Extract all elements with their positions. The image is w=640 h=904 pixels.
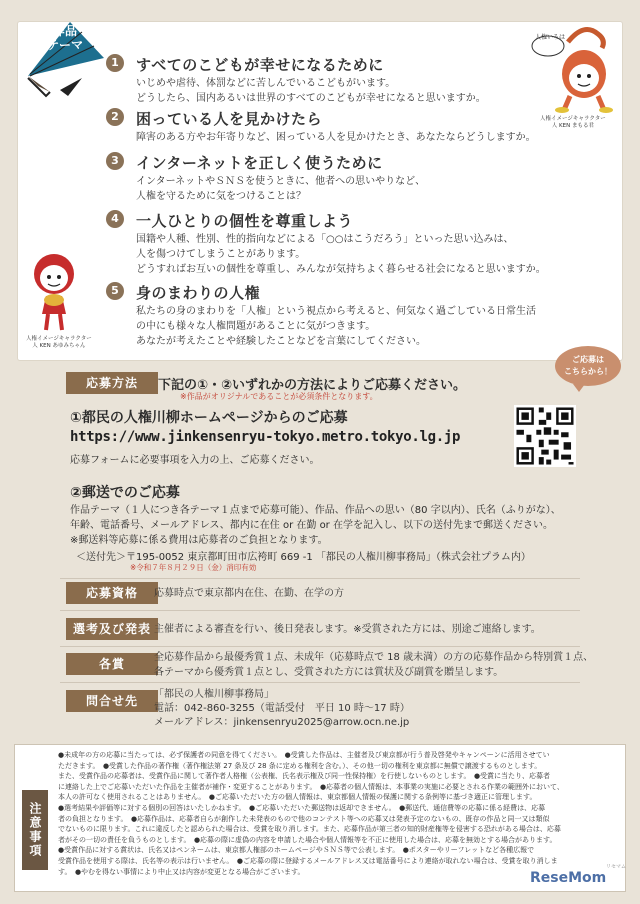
themes-tag-label xyxy=(42,24,88,52)
theme-5-body xyxy=(136,304,576,349)
mascot-left-caption xyxy=(26,336,92,350)
notes-line: また、受賞作品の応募者は、受賞作品に関して著作者人格権（公表権、氏名表示権及び同一性保持権）を行使しないものとします。 ●受賞に当たり、応募者 xyxy=(58,772,551,781)
divider xyxy=(60,578,580,579)
mascot-right-caption-line2: 人 KEN まもる君 xyxy=(551,123,594,129)
notes-line: 本人の許可なく使用されることはありません。 ●ご応募いただいた方の個人情報は、東京都個人情報の保護に関する条例等に基づき適正に管理します。 xyxy=(58,793,537,802)
apply-method-label: 応募方法 xyxy=(66,372,158,394)
theme-1-number: 1 xyxy=(106,54,124,72)
theme-3-line: 人権を守るために気をつけることは？ xyxy=(136,191,306,202)
mail-deadline: ※令和７年８月２９日（金）消印有効 xyxy=(130,563,257,572)
resemom-logo: ReseMom xyxy=(530,870,607,886)
contact-email[interactable]: メールアドレス：jinkensenryu2025@arrow.ocn.ne.jp xyxy=(154,717,410,728)
prizes-text xyxy=(154,650,593,680)
theme-4-line: 国籍や人種、性別、性的指向などによる「○○はこうだろう」といった思い込みは、 xyxy=(136,234,514,245)
mascot-right-caption xyxy=(540,116,606,130)
notes-line: ●受賞作品に対する賞状は、氏名又はペンネームは、東京都人権部のホームページやＳＮＳ等で公表します。 ●ポスターやリーフレットなど各種広報で xyxy=(58,846,535,855)
apply-heading: 下記の①・②いずれかの方法によりご応募ください。 xyxy=(158,378,467,393)
themes-tag-line1: 作品 xyxy=(52,24,77,38)
theme-1-body xyxy=(136,76,576,106)
method1-url-link[interactable]: https://www.jinkensenryu-tokyo.metro.tokyo.lg.jp xyxy=(70,429,461,445)
contact-phone[interactable]: 電話：042-860-3255（電話受付 平日 10 時～17 時） xyxy=(154,703,410,714)
eligibility-label: 応募資格 xyxy=(66,582,158,604)
theme-3-body xyxy=(136,174,576,204)
divider xyxy=(60,610,580,611)
theme-3-title: インターネットを正しく使うために xyxy=(136,154,383,172)
theme-5-title: 身のまわりの人権 xyxy=(136,284,261,302)
notes-label: 注意事項 xyxy=(22,790,48,870)
divider xyxy=(60,682,580,683)
theme-1-title: すべてのこどもが幸せになるために xyxy=(136,56,384,74)
contact-label: 問合せ先 xyxy=(66,690,158,712)
mascot-right-caption-line1: 人権イメージキャラクター xyxy=(540,116,606,122)
notes-line: ●選考結果や評価等に対する個別の回答はいたしかねます。 ●ご応募いただいた郵送物は返却できません。 ●郵送代、通信費等の応募に係る経費は、応募 xyxy=(58,803,546,812)
theme-3-number: 3 xyxy=(106,152,124,170)
selection-text: 主催者による審査を行い、後日発表します。※受賞された方には、別途ご連絡します。 xyxy=(154,624,541,635)
method2-title: ②郵送でのご応募 xyxy=(70,485,180,501)
theme-4-body xyxy=(136,232,576,277)
prizes-label: 各賞 xyxy=(66,653,158,675)
notes-line: ●未成年の方の応募に当たっては、必ず保護者の同意を得てください。 ●受賞した作品は、主催者及び東京都が行う普及啓発やキャンペーンに活用させてい xyxy=(58,751,550,759)
contact-office: 「都民の人権川柳事務局」 xyxy=(154,689,274,700)
eligibility-text: 応募時点で東京都内在住、在勤、在学の方 xyxy=(154,588,344,599)
resemom-logo-sub: リセマム xyxy=(606,864,626,870)
theme-4-line: どうすればお互いの個性を尊重し、みんなが気持ちよく暮らせる社会になると思いますか。 xyxy=(136,264,546,275)
theme-2-title: 困っている人を見かけたら xyxy=(136,110,323,128)
theme-4-title: 一人ひとりの個性を尊重しよう xyxy=(136,212,354,230)
contact-text xyxy=(154,688,410,730)
notes-line: 者がその一切の責任を負うものとします。 ●応募の際に虚偽の内容を申請した場合や個人情報等を不正に使用した場合は、応募を無効とする場合があります。 xyxy=(58,835,557,844)
mail-address: ＜送付先＞〒195-0052 東京都町田市広袴町 669 -1 「都民の人権川柳事務局」（株式会社プラム内） xyxy=(76,552,531,563)
theme-2-body xyxy=(136,130,576,145)
prizes-line: 各テーマから優秀賞１点とし、受賞された方には賞状及び副賞を贈呈します。 xyxy=(154,667,504,678)
theme-2-number: 2 xyxy=(106,108,124,126)
notes-line: に連絡した上でご応募いただいた作品を主催者が補作・変更することがあります。 ●応募者の個人情報は、本事業の実施に必要とされる作業の範囲外において、 xyxy=(58,782,564,791)
theme-3-line: インターネットやＳＮＳを使うときに、他者への思いやりなど、 xyxy=(136,176,426,187)
method2-line: 作品テーマ（１人につき各テーマ１点まで応募可能）、作品、作品への思い（80 字以内）、氏名（ふりがな）、 xyxy=(70,505,561,516)
selection-label: 選考及び発表 xyxy=(66,618,158,640)
theme-5-number: 5 xyxy=(106,282,124,300)
method1-description: 応募フォームに必要事項を入力の上、ご応募ください。 xyxy=(70,455,320,466)
mascot-left-caption-line2: 人 KEN あゆみちゃん xyxy=(32,343,86,349)
mascot-right-badge: 人権いろは xyxy=(534,34,565,41)
method2-line: 年齢、電話番号、メールアドレス、都内に在住 or 在勤 or 在学を記入し、以下の送付先まで郵送ください。 xyxy=(70,520,553,531)
notes-line: 受賞作品を使用する際は、氏名等の表示は行いません。 ●ご応募の際に登録するメールアドレス又は電話番号により連絡が取れない場合は、受賞を取り消しま xyxy=(58,856,558,865)
notes-line: 者の負担となります。 ●応募作品は、応募者自らが創作した未発表のもので他のコンテスト等への応募又は発表予定のないもの、既存の作品と同一又は類似 xyxy=(58,814,550,823)
method2-line: ※郵送料等応募に係る費用は応募者のご負担となります。 xyxy=(70,535,328,546)
theme-5-line: あなたが考えたことや経験したことなどを言葉にしてください。 xyxy=(136,336,426,347)
theme-1-line: いじめや虐待、体罰などに苦しんでいるこどもがいます。 xyxy=(136,78,396,89)
notes-text xyxy=(58,750,620,877)
notes-line: ただきます。 ●受賞した作品の著作権（著作権法第 27 条及び 28 条に定める権利を含む。）、その他一切の権利を東京都に無償で譲渡するものとします。 xyxy=(58,761,542,770)
qr-code-icon[interactable] xyxy=(514,405,576,467)
theme-4-number: 4 xyxy=(106,210,124,228)
theme-5-line: の中にも様々な人権問題があることに気がつきます。 xyxy=(136,321,376,332)
notes-line: でないものに限ります。これに違反したと認められた場合は、受賞を取り消します。また、応募作品が第三者の知的財産権等を侵害する恐れがある場合は、応募 xyxy=(58,825,561,834)
theme-4-line: 人を傷つけてしまうことがあります。 xyxy=(136,249,306,260)
mascot-left-caption-line1: 人権イメージキャラクター xyxy=(26,336,92,342)
divider xyxy=(60,646,580,647)
bubble-line2: こちらから！ xyxy=(564,367,612,376)
apply-here-bubble xyxy=(555,346,621,386)
theme-2-line: 障害のある方やお年寄りなど、困っている人を見かけたとき、あなたならどうしますか。 xyxy=(136,132,536,143)
theme-1-line: どうしたら、国内あるいは世界のすべてのこどもが幸せになると思いますか。 xyxy=(136,93,486,104)
themes-tag-line2: テーマ xyxy=(46,38,83,52)
method2-body xyxy=(70,503,561,548)
notes-line: す。 ●やむを得ない事情により中止又は内容が変更となる場合がございます。 xyxy=(58,867,305,876)
prizes-line: 全応募作品から最優秀賞１点、未成年（応募時点で 18 歳未満）の方の応募作品から特別賞１点、 xyxy=(154,652,594,663)
theme-5-line: 私たちの身のまわりを「人権」という視点から考えると、何気なく過ごしている日常生活 xyxy=(136,306,536,317)
mascot-ayumi-icon xyxy=(24,250,84,334)
apply-note: ※作品がオリジナルであることが必須条件となります。 xyxy=(180,392,378,401)
bubble-line1: ご応募は xyxy=(572,355,604,364)
method1-title: ①都民の人権川柳ホームページからのご応募 xyxy=(70,410,348,426)
